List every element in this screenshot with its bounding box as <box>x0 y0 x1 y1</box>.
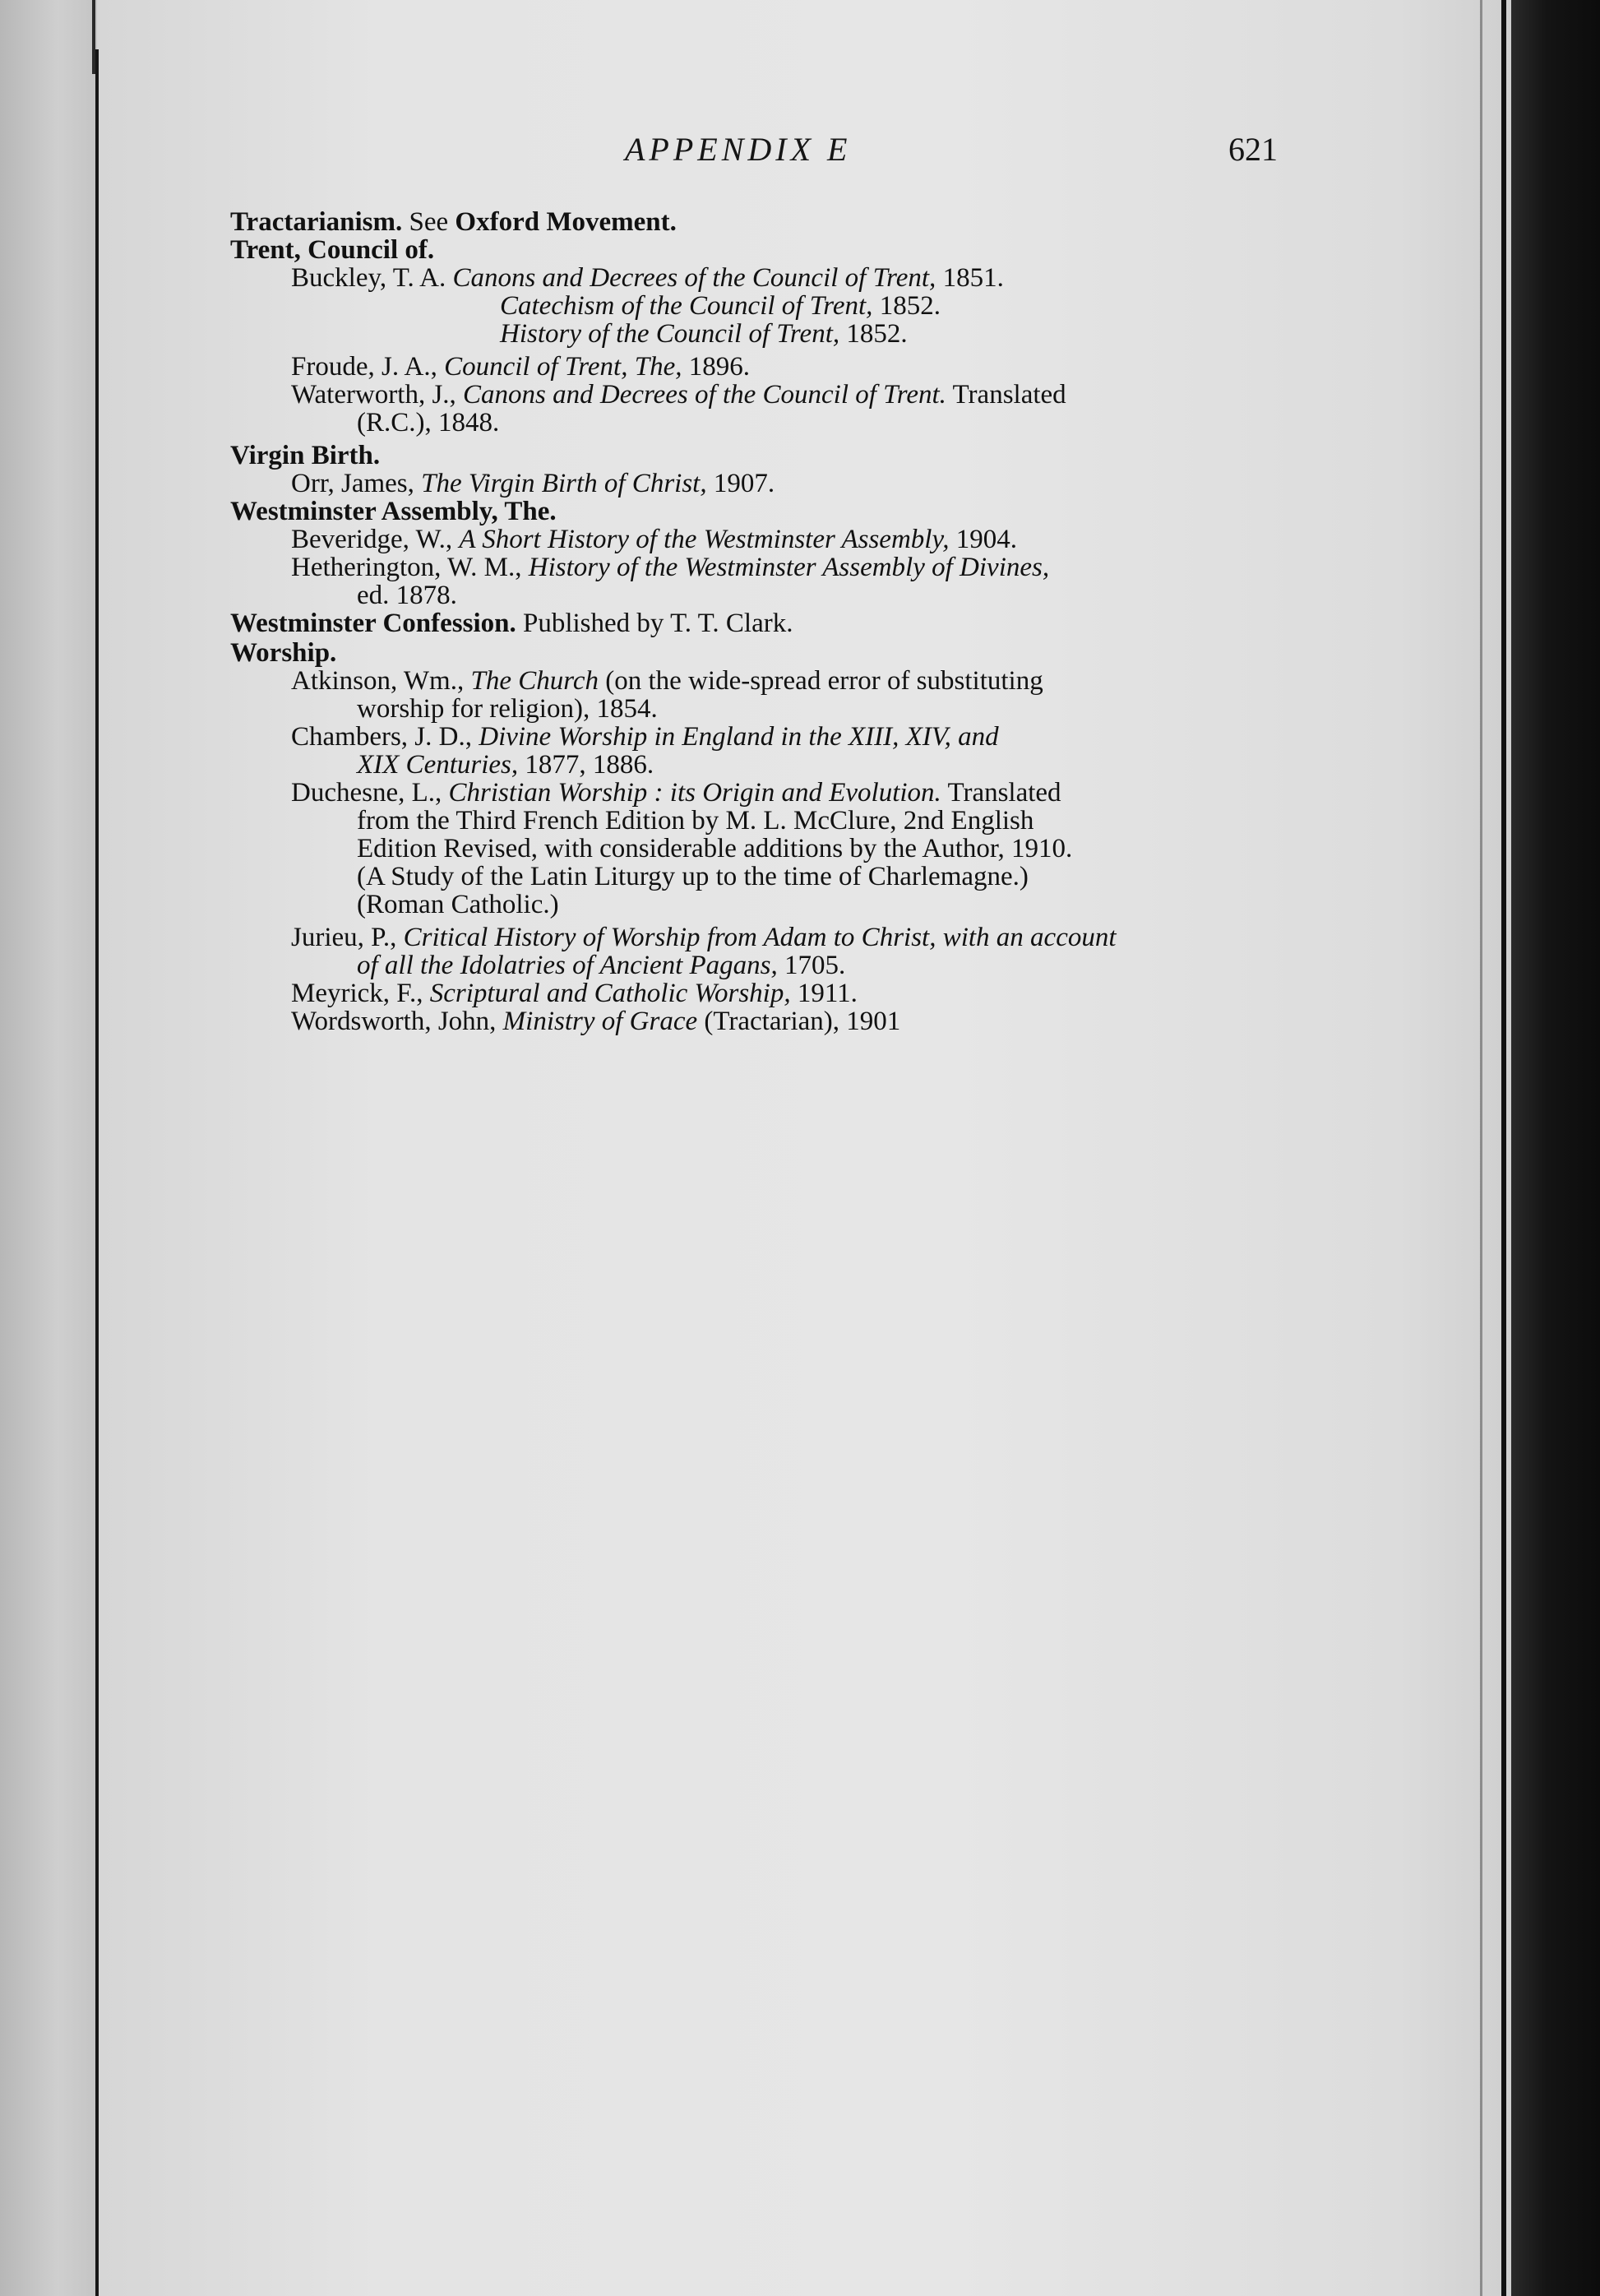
entry-text: Froude, J. A., <box>291 352 445 382</box>
title-text: Council of Trent, The, <box>444 352 682 382</box>
heading-text: Virgin Birth. <box>230 441 381 470</box>
title-text: A Short History of the Westminster Assembly, <box>459 525 950 554</box>
heading-text: Westminster Confession. <box>230 609 516 638</box>
subject-heading <box>230 441 380 470</box>
entry-text: Meyrick, F., <box>291 979 430 1008</box>
entry-text: 1851. <box>936 263 1004 293</box>
entry-text: (R.C.), 1848. <box>357 408 500 437</box>
title-text: Canons and Decrees of the Council of Trent, <box>452 263 936 293</box>
entry-text: 1911. <box>790 979 858 1008</box>
title-text: The Church <box>470 666 599 696</box>
title-text: XIX Centuries, <box>357 750 519 780</box>
entry-text: Edition Revised, with considerable additions by the Author, 1910. <box>357 834 1073 863</box>
bibliography-entry <box>291 722 999 752</box>
heading-text: Oxford Movement. <box>455 207 677 237</box>
entry-text: 1852. <box>872 291 941 321</box>
entry-text: Orr, James, <box>291 469 422 498</box>
entry-text: from the Third French Edition by M. L. McClure, 2nd English <box>357 806 1034 836</box>
bibliography-entry <box>291 778 1061 808</box>
entry-text: Translated <box>941 778 1061 808</box>
heading-text: Westminster Assembly, The. <box>230 497 557 526</box>
bibliography-entry <box>357 408 499 437</box>
entry-text: See <box>402 207 455 237</box>
title-text: History of the Westminster Assembly of Divines, <box>528 553 1050 582</box>
entry-text: Jurieu, P., <box>291 923 404 952</box>
bibliography-entry <box>357 581 457 610</box>
bibliography-entry <box>357 694 658 724</box>
bibliography-entry <box>291 553 1049 582</box>
title-text: Ministry of Grace <box>502 1007 698 1036</box>
page-gutter-rule <box>95 49 99 2296</box>
title-text: Divine Worship in England in the XIII, XIV, and <box>479 722 999 752</box>
scan-left-margin <box>0 0 97 2296</box>
heading-text: Trent, Council of. <box>230 235 435 265</box>
subject-heading <box>230 638 336 668</box>
subject-heading <box>230 497 557 526</box>
bibliography-entry <box>291 352 750 382</box>
entry-text: Chambers, J. D., <box>291 722 479 752</box>
bibliography-entry <box>357 750 654 780</box>
page-edge-highlight <box>1480 0 1482 2296</box>
entry-text: Waterworth, J., <box>291 380 464 410</box>
entry-text: Beveridge, W., <box>291 525 460 554</box>
bibliography-entry <box>357 890 559 919</box>
entry-text: Wordsworth, John, <box>291 1007 503 1036</box>
title-text: of all the Idolatries of Ancient Pagans, <box>357 951 778 980</box>
bibliography-entry <box>357 862 1029 891</box>
entry-text: (Roman Catholic.) <box>357 890 559 919</box>
heading-text: Worship. <box>230 638 337 668</box>
page-number: 621 <box>1228 131 1278 168</box>
page-right-edge <box>1501 0 1506 2296</box>
bibliography-entry <box>357 834 1072 863</box>
bibliography-entry <box>291 923 1117 952</box>
bibliography-entry <box>291 979 858 1008</box>
title-text: Canons and Decrees of the Council of Trent. <box>463 380 946 410</box>
bibliography-entry <box>357 806 1034 836</box>
bibliography-entry <box>357 951 845 980</box>
bibliography-entry <box>291 666 1043 696</box>
entry-text: ed. 1878. <box>357 581 457 610</box>
entry-text: (A Study of the Latin Liturgy up to the time of Charlemagne.) <box>357 862 1029 891</box>
title-text: Catechism of the Council of Trent, <box>500 291 873 321</box>
entry-text: (Tractarian), 1901 <box>697 1007 901 1036</box>
subject-heading <box>230 235 434 265</box>
subject-heading <box>230 207 677 237</box>
title-text: Critical History of Worship from Adam to Christ, with an account <box>403 923 1117 952</box>
bibliography-entry <box>291 469 775 498</box>
entry-text: Atkinson, Wm., <box>291 666 471 696</box>
title-text: Christian Worship : its Origin and Evolution. <box>448 778 941 808</box>
entry-text: 1896. <box>682 352 750 382</box>
entry-text: worship for religion), 1854. <box>357 694 658 724</box>
entry-text: 1907. <box>706 469 775 498</box>
subject-heading <box>230 609 793 638</box>
entry-text: Duchesne, L., <box>291 778 449 808</box>
bibliography-entry <box>291 1007 900 1036</box>
entry-text: Hetherington, W. M., <box>291 553 529 582</box>
running-head: APPENDIX E <box>625 131 852 168</box>
bibliography-entry <box>500 319 908 349</box>
bibliography-entry <box>291 380 1066 410</box>
entry-text: 1852. <box>839 319 908 349</box>
scan-right-shadow <box>1511 0 1600 2296</box>
title-text: Scriptural and Catholic Worship, <box>429 979 791 1008</box>
entry-text: Buckley, T. A. <box>291 263 453 293</box>
entry-text: Published by T. T. Clark. <box>516 609 793 638</box>
entry-text: 1705. <box>777 951 846 980</box>
entry-text: 1904. <box>949 525 1018 554</box>
entry-text: (on the wide-spread error of substituting <box>599 666 1043 696</box>
entry-text: 1877, 1886. <box>518 750 654 780</box>
title-text: The Virgin Birth of Christ, <box>421 469 707 498</box>
bibliography-entry <box>291 525 1017 554</box>
bibliography-entry <box>500 291 941 321</box>
entry-text: Translated <box>946 380 1066 410</box>
bibliography-entry <box>291 263 1004 293</box>
title-text: History of the Council of Trent, <box>500 319 840 349</box>
heading-text: Tractarianism. <box>230 207 403 237</box>
